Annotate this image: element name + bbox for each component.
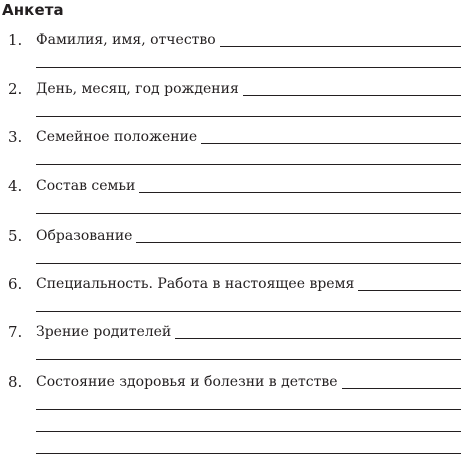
answer-line[interactable] xyxy=(36,116,461,117)
item-number: 4. xyxy=(8,177,23,195)
item-label: День, месяц, год рождения xyxy=(36,78,243,100)
item-label: Фамилия, имя, отчество xyxy=(36,29,220,51)
form-item-row xyxy=(0,78,467,102)
item-number: 1. xyxy=(8,31,23,49)
item-number: 3. xyxy=(8,128,23,146)
answer-line[interactable] xyxy=(36,359,461,360)
form-item-row xyxy=(0,321,467,345)
item-label: Состояние здоровья и болезни в детстве xyxy=(36,371,342,393)
item-label: Состав семьи xyxy=(36,175,139,197)
answer-line[interactable] xyxy=(36,164,461,165)
item-label: Зрение родителей xyxy=(36,321,175,343)
item-number: 8. xyxy=(8,373,23,391)
answer-line[interactable] xyxy=(36,67,461,68)
answer-line[interactable] xyxy=(36,409,461,410)
answer-line[interactable] xyxy=(36,213,461,214)
form-item-row xyxy=(0,126,467,150)
form-item-row xyxy=(0,273,467,297)
answer-line[interactable] xyxy=(36,263,461,264)
item-label: Образование xyxy=(36,225,136,247)
form-title: Анкета xyxy=(2,1,64,19)
item-number: 6. xyxy=(8,275,23,293)
answer-line[interactable] xyxy=(36,431,461,432)
form-item-row xyxy=(0,175,467,199)
form-item-row xyxy=(0,29,467,53)
item-number: 5. xyxy=(8,227,23,245)
item-number: 2. xyxy=(8,80,23,98)
answer-line[interactable] xyxy=(36,311,461,312)
item-number: 7. xyxy=(8,323,23,341)
answer-line[interactable] xyxy=(36,453,461,454)
item-label: Специальность. Работа в настоящее время xyxy=(36,273,358,295)
form-item-row xyxy=(0,371,467,395)
item-label: Семейное положение xyxy=(36,126,201,148)
form-item-row xyxy=(0,225,467,249)
